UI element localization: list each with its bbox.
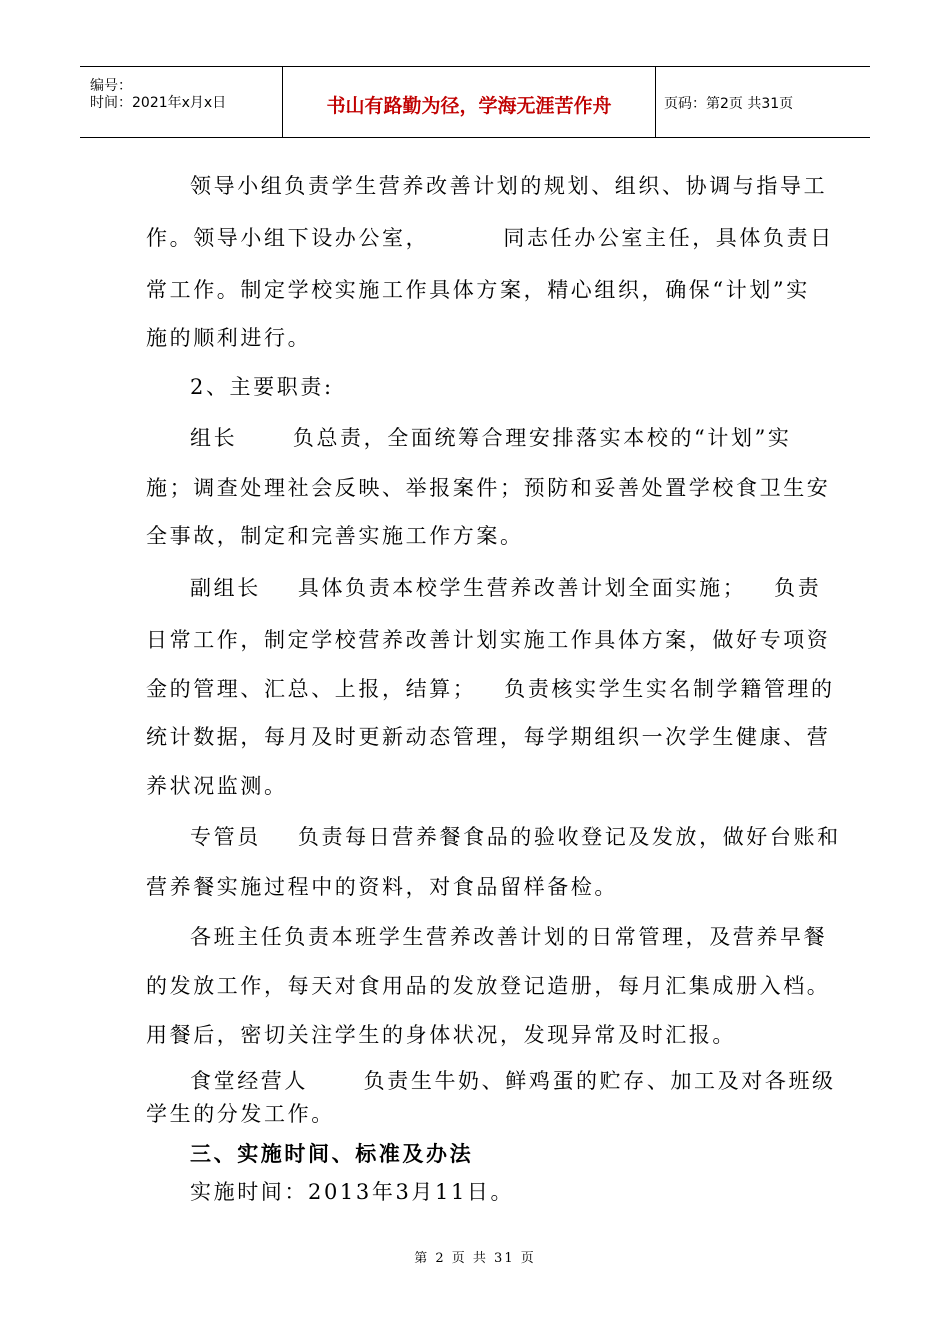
paragraph-line: 组长 负总责，全面统筹合理安排落实本校的“计划”实 (190, 426, 792, 450)
number-label: 编号： (90, 78, 132, 94)
time-label: 时间：2021年x月x日 (90, 95, 227, 111)
section-heading: 三、实施时间、标准及办法 (190, 1141, 474, 1166)
paragraph-line: 用餐后，密切关注学生的身体状况，发现异常及时汇报。 (146, 1023, 736, 1047)
paragraph-line: 全事故，制定和完善实施工作方案。 (146, 524, 524, 548)
paragraph-line: 施的顺利进行。 (146, 326, 312, 350)
paragraph-line: 学生的分发工作。 (146, 1102, 335, 1126)
paragraph-line: 领导小组负责学生营养改善计划的规划、组织、协调与指导工 (190, 174, 828, 198)
header-meta (80, 67, 282, 137)
paragraph-line: 实施时间：2013年3月11日。 (190, 1180, 515, 1204)
paragraph-line: 副组长 具体负责本校学生营养改善计划全面实施； 负责 (190, 576, 822, 600)
page-info: 页码：第2页 共31页 (664, 96, 794, 112)
paragraph-line: 养状况监测。 (146, 774, 288, 798)
paragraph-line: 常工作。制定学校实施工作具体方案，精心组织，确保“计划”实 (146, 278, 810, 302)
paragraph-line: 金的管理、汇总、上报，结算； 负责核实学生实名制学籍管理的 (146, 677, 835, 701)
paragraph-line: 的发放工作，每天对食用品的发放登记造册，每月汇集成册入档。 (146, 974, 831, 998)
paragraph-line: 作。领导小组下设办公室， 同志任办公室主任，具体负责日 (146, 226, 834, 250)
paragraph-line: 专管员 负责每日营养餐食品的验收登记及发放，做好台账和 (190, 825, 841, 849)
header-motto-cell (282, 67, 656, 137)
page-header (80, 66, 870, 138)
paragraph-line: 日常工作，制定学校营养改善计划实施工作具体方案，做好专项资 (146, 628, 831, 652)
page-footer: 第 2 页 共 31 页 (414, 1251, 536, 1266)
paragraph-line: 统计数据，每月及时更新动态管理，每学期组织一次学生健康、营 (146, 725, 831, 749)
paragraph-line: 食堂经营人 负责生牛奶、鲜鸡蛋的贮存、加工及对各班级 (190, 1069, 836, 1093)
section-heading: 2、主要职责: (190, 375, 334, 399)
paragraph-line: 各班主任负责本班学生营养改善计划的日常管理，及营养早餐 (190, 925, 828, 949)
paragraph-line: 施；调查处理社会反映、举报案件；预防和妥善处置学校食卫生安 (146, 476, 831, 500)
paragraph-line: 营养餐实施过程中的资料，对食品留样备检。 (146, 875, 618, 899)
motto-text: 书山有路勤为径，学海无涯苦作舟 (326, 95, 612, 117)
